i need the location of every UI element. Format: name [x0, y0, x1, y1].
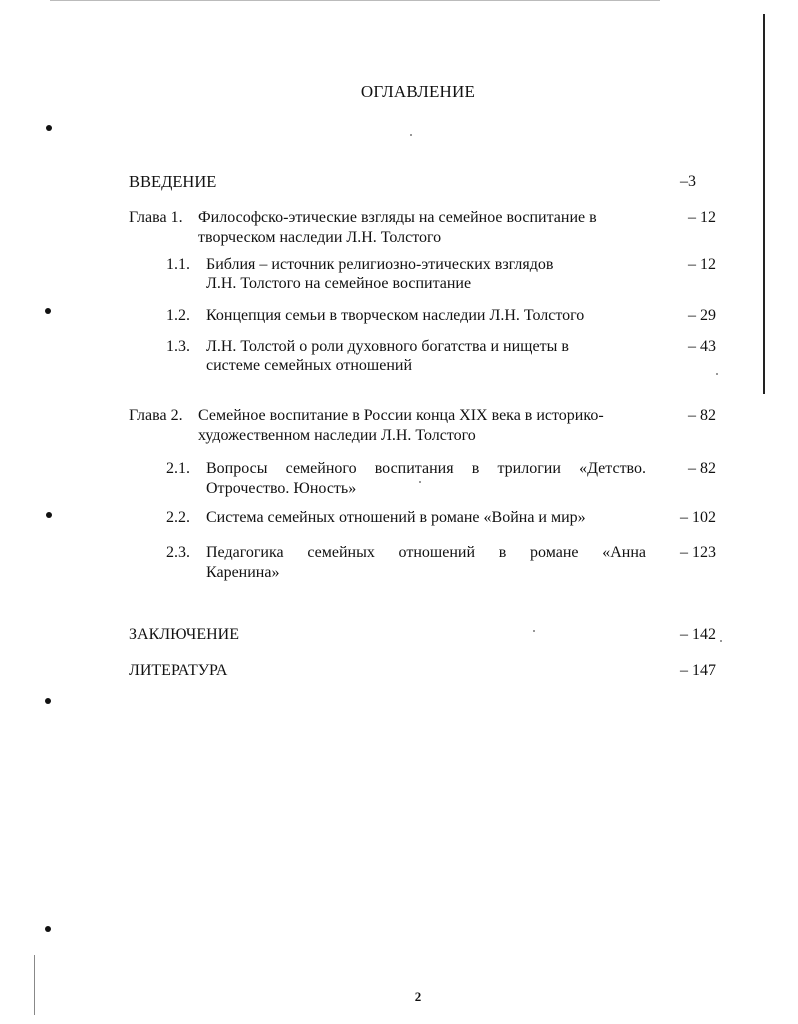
toc-section-number: 1.2. — [166, 307, 190, 324]
toc-chapter1-title-line1: Философско-этические взгляды на семейное воспитание в — [198, 209, 597, 226]
scan-speck — [716, 373, 718, 375]
scan-speck — [533, 630, 535, 632]
toc-section-page: – 102 — [680, 509, 716, 526]
scan-speck — [720, 640, 722, 642]
binder-hole-mark — [45, 926, 51, 932]
toc-section-number: 2.2. — [166, 509, 190, 526]
toc-section-page: – 123 — [680, 544, 716, 561]
toc-section-title-line2: системе семейных отношений — [206, 357, 413, 374]
toc-chapter1-title-line2: творческом наследии Л.Н. Толстого — [198, 229, 442, 246]
toc-section-number: 1.1. — [166, 256, 190, 273]
scan-top-edge — [50, 0, 660, 1]
toc-literature-label: ЛИТЕРАТУРА — [129, 662, 228, 679]
scan-speck — [419, 481, 421, 483]
toc-section-page: – 43 — [688, 338, 716, 355]
toc-section-title-line2: Отрочество. Юность» — [206, 480, 357, 497]
toc-section-number: 2.3. — [166, 544, 190, 561]
toc-chapter2-title-line2: художественном наследии Л.Н. Толстого — [198, 427, 476, 444]
page-number: 2 — [414, 989, 422, 1004]
toc-section-title-line2: Каренина» — [206, 564, 280, 581]
toc-chapter1-label: Глава 1. — [129, 209, 183, 226]
toc-intro-page: –3 — [680, 173, 696, 190]
toc-section-title-line2: Л.Н. Толстого на семейное воспитание — [206, 275, 472, 292]
toc-conclusion-page: – 142 — [680, 626, 716, 643]
toc-section-title-line1: Педагогика семейных отношений в романе «Анна — [206, 544, 646, 561]
binder-hole-mark — [46, 512, 52, 518]
toc-intro-label: ВВЕДЕНИЕ — [129, 172, 217, 191]
toc-chapter1-page: – 12 — [688, 209, 716, 226]
toc-chapter2-page: – 82 — [688, 407, 716, 424]
toc-chapter2-title-line1: Семейное воспитание в России конца XIX века в историко- — [198, 407, 604, 424]
toc-section-title-line1: Система семейных отношений в романе «Война и мир» — [206, 509, 586, 526]
toc-conclusion-label: ЗАКЛЮЧЕНИЕ — [129, 626, 239, 643]
toc-section-page: – 12 — [688, 256, 716, 273]
toc-section-page: – 29 — [688, 307, 716, 324]
scan-right-edge-line — [763, 14, 765, 394]
toc-section-title-line1: Библия – источник религиозно-этических взглядов — [206, 256, 554, 273]
toc-section-title-line1: Концепция семьи в творческом наследии Л.Н. Толстого — [206, 307, 585, 324]
binder-hole-mark — [45, 698, 51, 704]
binder-hole-mark — [46, 125, 52, 131]
toc-section-title-line1: Вопросы семейного воспитания в трилогии «Детство. — [206, 460, 646, 477]
toc-chapter2-label: Глава 2. — [129, 407, 183, 424]
toc-section-number: 2.1. — [166, 460, 190, 477]
toc-section-page: – 82 — [688, 460, 716, 477]
toc-title: ОГЛАВЛЕНИЕ — [360, 82, 476, 101]
binder-hole-mark — [45, 308, 51, 314]
toc-section-number: 1.3. — [166, 338, 190, 355]
scan-speck — [410, 134, 412, 136]
toc-section-title-line1: Л.Н. Толстой о роли духовного богатства и нищеты в — [206, 338, 569, 355]
toc-literature-page: – 147 — [680, 662, 716, 679]
